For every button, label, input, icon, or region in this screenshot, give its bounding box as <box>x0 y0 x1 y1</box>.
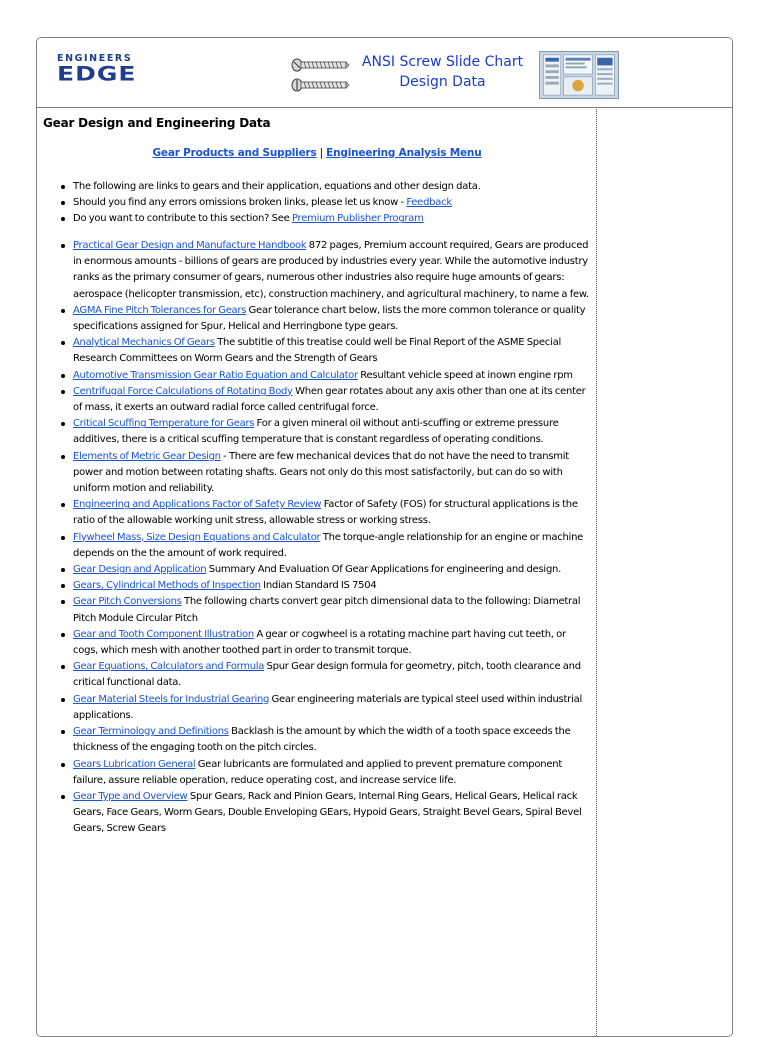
intro-text: Should you find any errors omissions broken links, please let us know - <box>73 197 407 209</box>
list-item <box>59 335 589 367</box>
list-item <box>59 789 589 838</box>
item-link[interactable]: Gear Type and Overview <box>73 790 188 802</box>
item-link[interactable]: Gear Equations, Calculators and Formula <box>73 661 265 673</box>
item-desc: A gear or cogwheel is a rotating machine part having cut teeth, or cogs, which mesh with another toothed part in order to transmit torque. <box>73 628 566 657</box>
list-item <box>59 692 589 724</box>
site-header <box>37 38 733 108</box>
intro-text: The following are links to gears and their application, equations and other design data. <box>73 181 481 192</box>
item-link[interactable]: Gears Lubrication General <box>73 758 196 770</box>
ad-title-line2: Design Data <box>399 74 486 90</box>
item-desc: Gear engineering materials are typical steel used within industrial applications. <box>73 693 582 721</box>
list-item <box>59 659 589 691</box>
item-desc: When gear rotates about any axis other than one at its center of mass, it exerts an outward radial force called centrifugal force. <box>73 385 586 414</box>
item-link[interactable]: Gear Terminology and Definitions <box>73 726 229 738</box>
item-desc: Spur Gears, Rack and Pinion Gears, Internal Ring Gears, Helical Gears, Helical rack Gears, Face Gears, Worm Gears, Double Enveloping GEars, Hypoid Gears, Straight Bevel Gears, Spiral Bevel Gears, Screw Gears <box>73 790 582 835</box>
intro-item <box>59 195 589 211</box>
item-link[interactable]: Gear Pitch Conversions <box>73 596 182 608</box>
list-item <box>59 384 589 416</box>
item-desc: Factor of Safety (FOS) for structural applications is the ratio of the allowable working unit stress, allowable stress or working stress. <box>73 499 578 527</box>
item-link[interactable]: Gear and Tooth Component Illustration <box>73 628 254 640</box>
intro-item <box>59 179 589 195</box>
list-item <box>59 449 589 498</box>
screw-ad-icon[interactable] <box>290 54 350 96</box>
page-title: Gear Design and Engineering Data <box>43 116 271 130</box>
list-item <box>59 594 589 626</box>
right-column <box>598 109 733 1037</box>
list-item <box>59 578 589 594</box>
item-link[interactable]: Gear Material Steels for Industrial Gearing <box>73 693 270 705</box>
main-content <box>37 109 597 1037</box>
link-separator: | <box>316 147 327 159</box>
list-item <box>59 497 589 529</box>
item-link[interactable]: Analytical Mechanics Of Gears <box>73 337 215 349</box>
slide-chart-thumbnail-icon[interactable] <box>539 51 619 99</box>
logo-top-text: ENGINEERS <box>57 53 133 64</box>
item-link[interactable]: Practical Gear Design and Manufacture Handbook <box>73 240 307 251</box>
list-item <box>59 562 589 578</box>
item-desc: Gear lubricants are formulated and applied to prevent premature component failure, assure reliable operation, reduce operating cost, and increase service life. <box>73 758 562 786</box>
item-link[interactable]: Automotive Transmission Gear Ratio Equation and Calculator <box>73 369 358 381</box>
list-item <box>59 368 589 384</box>
engineering-analysis-menu-link[interactable]: Engineering Analysis Menu <box>326 147 482 159</box>
list-item <box>59 627 589 659</box>
item-link[interactable]: Elements of Metric Gear Design <box>73 450 221 462</box>
list-item <box>59 416 589 448</box>
intro-text: Do you want to contribute to this section? See <box>73 213 292 225</box>
intro-item <box>59 211 589 227</box>
list-item <box>59 724 589 756</box>
item-desc: For a given mineral oil without anti-scuffing or extreme pressure additives, there is a critical scuffing temperature that is constant regardless of operating conditions. <box>73 418 559 446</box>
item-desc: Gear tolerance chart below, lists the more common tolerance or quality specifications assigned for Spur, Helical and Herringbone type gears. <box>73 304 586 333</box>
item-desc: The subtitle of this treatise could well be Final Report of the ASME Special Research Committees on Worm Gears and the Strength of Gears <box>73 337 561 365</box>
ad-title-line1: ANSI Screw Slide Chart <box>361 54 524 70</box>
item-link[interactable]: Gear Design and Application <box>73 564 207 576</box>
premium-publisher-link[interactable]: Premium Publisher Program <box>291 213 424 225</box>
item-desc: 872 pages, Premium account required, Gears are produced in enormous amounts - billions of gears are produced by industries every year. While the automotive industry ranks as the primary consumer of gears, numerous other industries also require huge amounts of gears: aerospace (helicopter transmission, etc), construction machinery, and agricultural machinery, to name a few. <box>73 240 589 300</box>
top-links <box>37 147 597 159</box>
item-link[interactable]: AGMA Fine Pitch Tolerances for Gears <box>73 304 247 316</box>
engineers-edge-logo[interactable] <box>57 54 157 92</box>
list-item <box>59 757 589 789</box>
item-desc: The following charts convert gear pitch dimensional data to the following: Diametral Pitch Module Circular Pitch <box>73 596 581 624</box>
item-desc: Spur Gear design formula for geometry, pitch, tooth clearance and critical functional data. <box>73 661 581 689</box>
item-desc: Summary And Evaluation Of Gear Applications for engineering and design. <box>206 564 562 576</box>
list-item <box>59 238 589 303</box>
page-frame <box>36 37 733 1037</box>
ad-title[interactable] <box>355 52 530 92</box>
item-link[interactable]: Centrifugal Force Calculations of Rotating Body <box>73 385 293 397</box>
item-desc: Backlash is the amount by which the width of a tooth space exceeds the thickness of the engaging tooth on the pitch circles. <box>73 726 571 754</box>
item-desc: Resultant vehicle speed at inown engine rpm <box>357 369 573 381</box>
gear-products-suppliers-link[interactable]: Gear Products and Suppliers <box>152 147 317 159</box>
list-item <box>59 530 589 562</box>
gear-links-list <box>59 238 589 838</box>
item-desc: Indian Standard IS 7504 <box>260 580 377 592</box>
list-item <box>59 303 589 335</box>
item-link[interactable]: Critical Scuffing Temperature for Gears <box>73 418 255 430</box>
item-link[interactable]: Engineering and Applications Factor of Safety Review <box>73 499 322 511</box>
item-link[interactable]: Flywheel Mass, Size Design Equations and Calculator <box>73 531 321 543</box>
item-desc: The torque-angle relationship for an engine or machine depends on the the amount of work required. <box>73 531 584 559</box>
item-desc: - There are few mechanical devices that do not have the need to transmit power and motion between rotating shafts. Gears not only do this most satisfactorily, but can do so with uniform motion and reliability. <box>73 450 569 495</box>
item-link[interactable]: Gears, Cylindrical Methods of Inspection <box>73 580 261 592</box>
intro-list <box>59 179 589 228</box>
logo-bottom-text: EDGE <box>57 62 137 86</box>
feedback-link[interactable]: Feedback <box>406 197 452 209</box>
